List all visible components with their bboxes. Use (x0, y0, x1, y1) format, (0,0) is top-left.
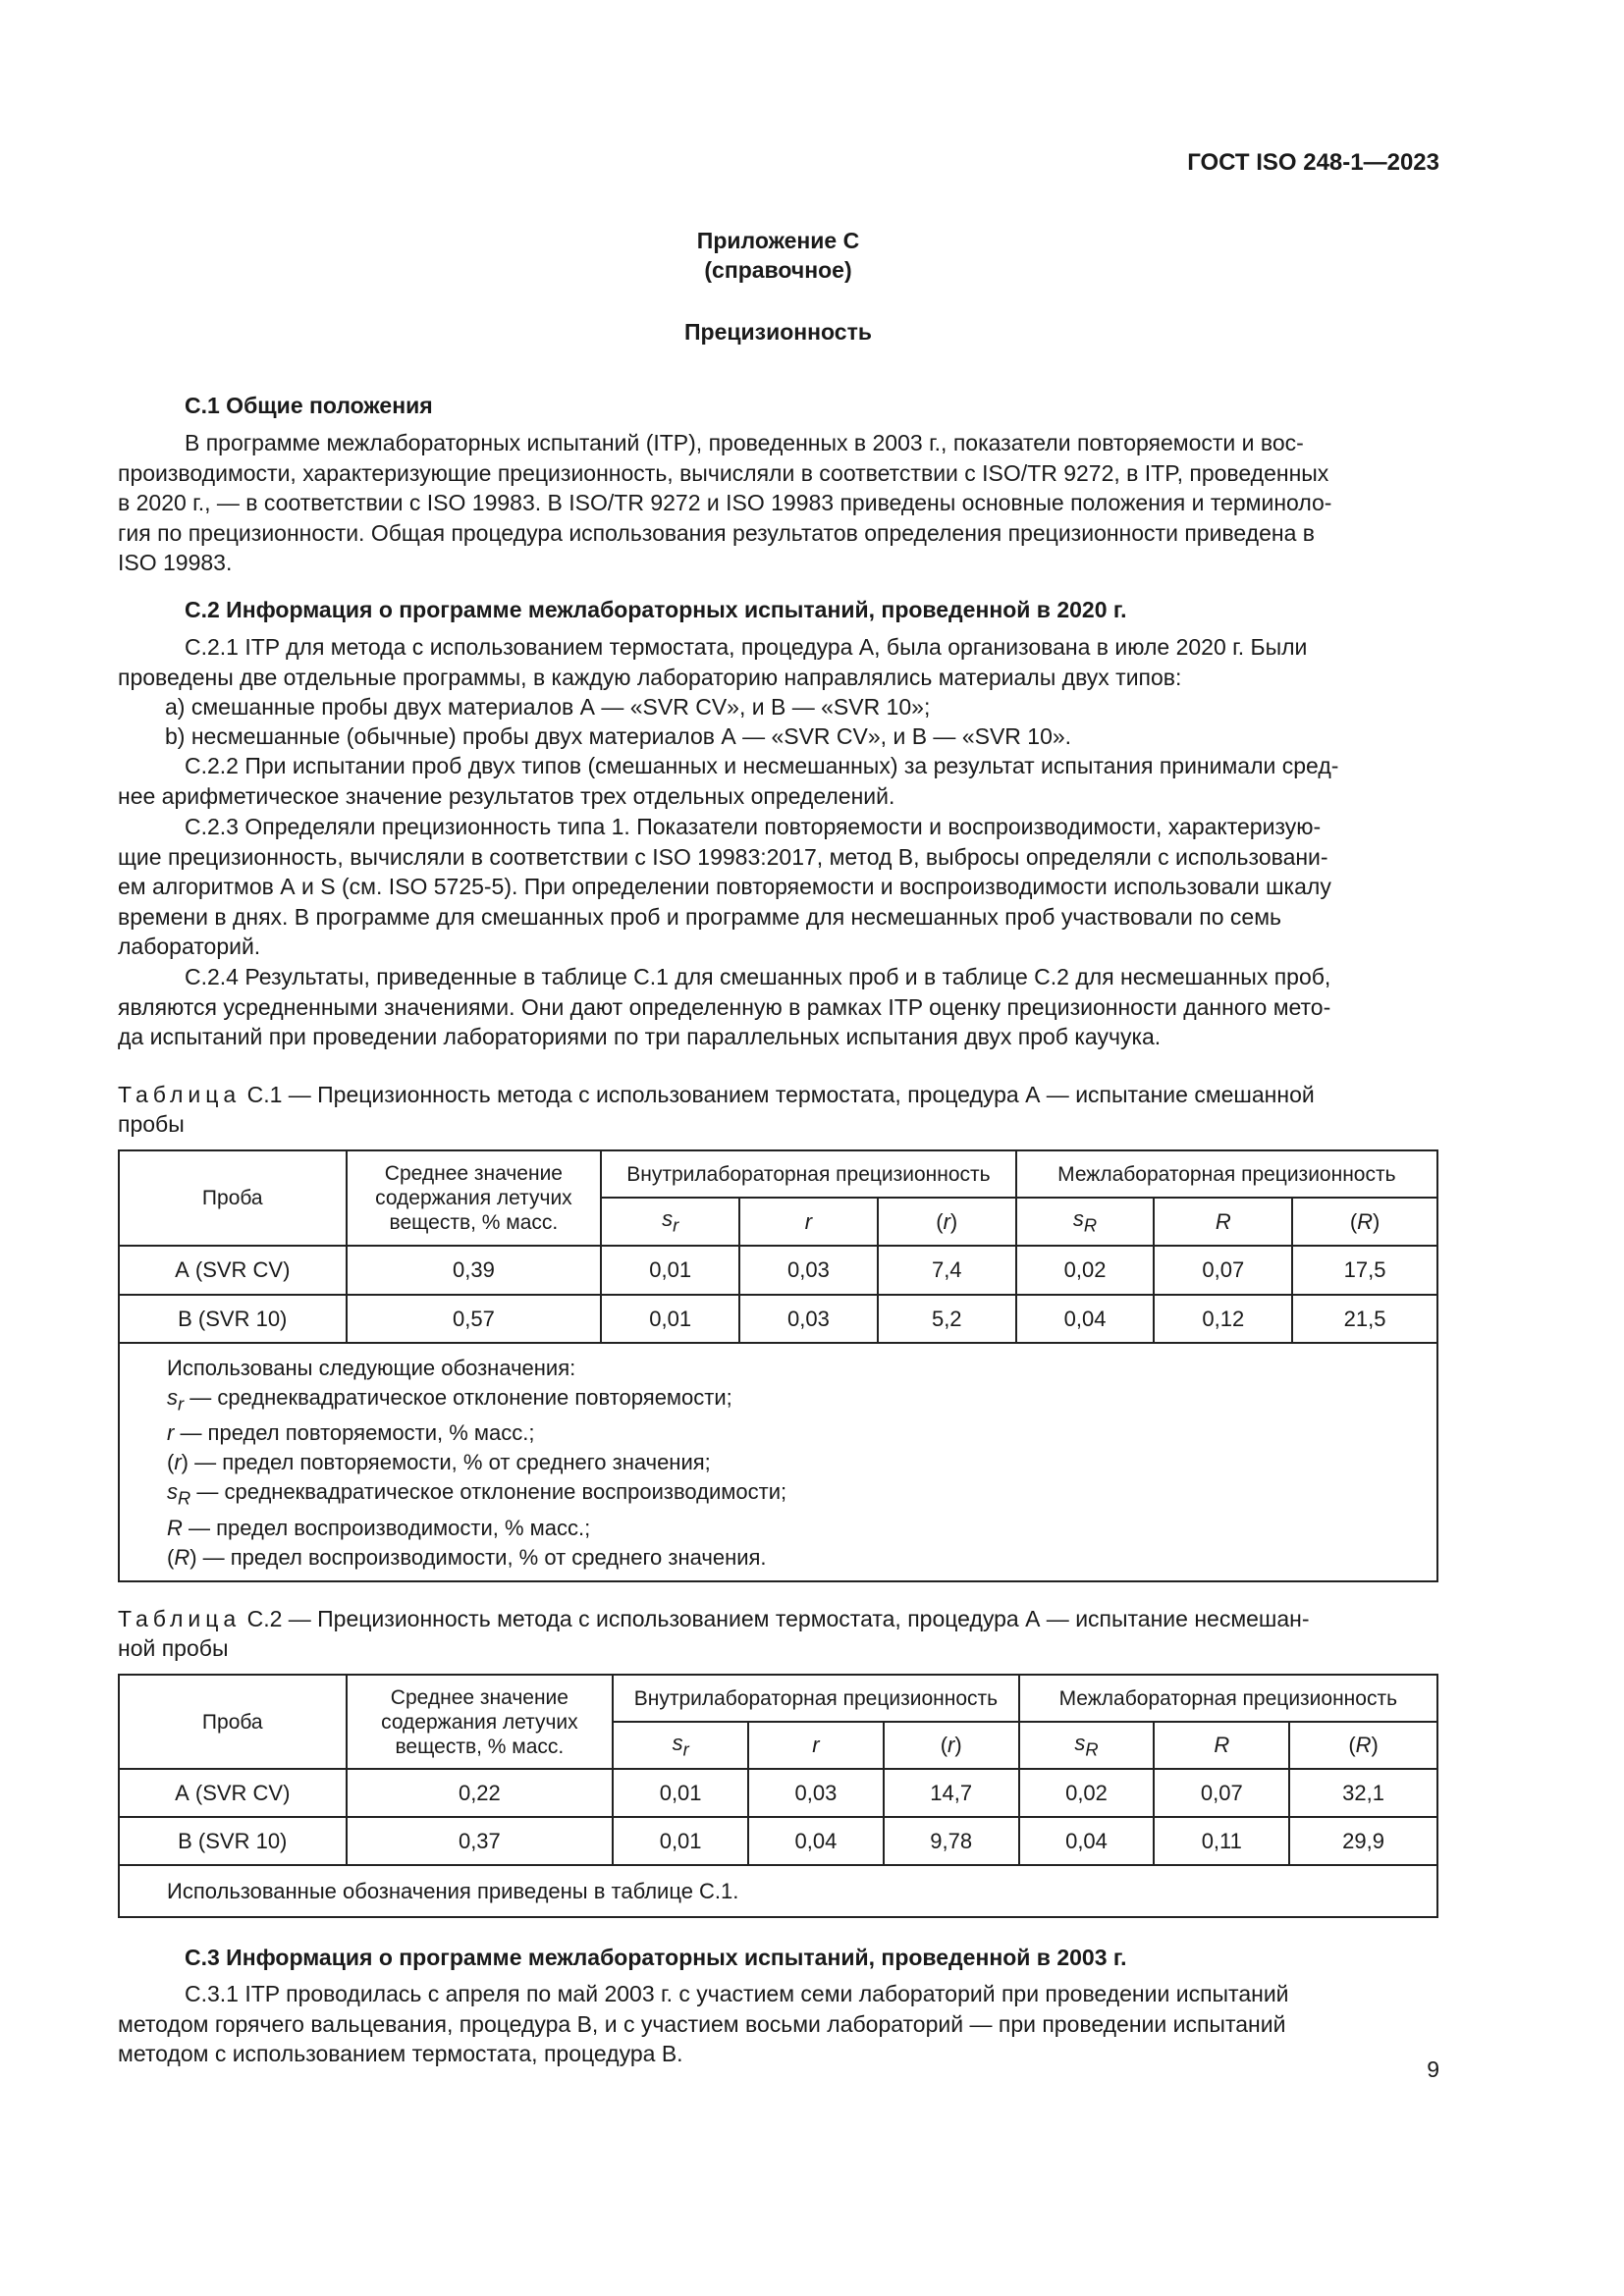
table1-caption: Таблица С.1 — Прецизионность метода с использованием термостата, процедура А — испытание смешанной пробы (118, 1082, 1315, 1137)
table-row (119, 1817, 1437, 1865)
table2-cell-Rp: 32,1 (1289, 1769, 1437, 1817)
section-c1-heading: С.1 Общие положения (185, 393, 433, 418)
table2-cell-R: 0,11 (1154, 1817, 1289, 1865)
table1-header-r-percent: (r) (878, 1198, 1016, 1246)
section-c2-1-paragraph: С.2.1 ITP для метода с использованием термостата, процедура А, была организована в июле 2020 г. Были проведены две отдельные программы, в каждую лабораторию направлялись материалы двух типов: (118, 634, 1308, 690)
table2 (118, 1674, 1438, 1918)
section-c1-paragraph: В программе межлабораторных испытаний (ITP), проведенных в 2003 г., показатели повторяемости и вос- производимости, характеризующие прецизионность, вычисляли в соответствии с ISO/TR 9272, в ITP, проведенных в 2020 г., — в соответствии с ISO 19983. В ISO/TR 9272 и ISO 19983 приведены основные положения и терминоло- гия по прецизионности. Общая процедура использования результатов определения прецизионности приведена в ISO 19983. (118, 430, 1332, 575)
table1-cell-sr: 0,01 (601, 1246, 739, 1295)
table1-cell-R: 0,12 (1154, 1295, 1292, 1343)
table1-cell-Rp: 21,5 (1292, 1295, 1437, 1343)
table2-header-r: r (748, 1722, 884, 1769)
appendix-heading: Прецизионность (684, 319, 872, 345)
table2-header-R: R (1154, 1722, 1289, 1769)
table1-header-within: Внутрилабораторная прецизионность (601, 1150, 1015, 1198)
table1-cell-rp: 5,2 (878, 1295, 1016, 1343)
table2-cell-rp: 9,78 (884, 1817, 1019, 1865)
table1 (118, 1149, 1438, 1582)
table1-cell-sample: А (SVR CV) (119, 1246, 347, 1295)
table2-caption: Таблица С.2 — Прецизионность метода с использованием термостата, процедура А — испытание несмешан- ной пробы (118, 1606, 1310, 1661)
table2-header-between: Межлабораторная прецизионность (1019, 1675, 1437, 1722)
table2-cell-sr: 0,01 (613, 1769, 748, 1817)
table1-header-r: r (739, 1198, 878, 1246)
table1-notes: Использованы следующие обозначения: $s_r$ — среднеквадратическое отклонение повторяемости; r — предел повторяемости, % масс.; (r) — предел повторяемости, % от среднего значения; $s_R$ — среднеквадратическое отклонение воспроизводимости; R — предел воспроизводимости, % масс.; (R) — предел воспроизводимости, % от среднего значения. (119, 1343, 1437, 1581)
table1-cell-Rp: 17,5 (1292, 1246, 1437, 1295)
table2-header-sR: $s_R$ (1019, 1722, 1155, 1769)
table2-cell-sR: 0,04 (1019, 1817, 1155, 1865)
table2-header-sr: $s_r$ (613, 1722, 748, 1769)
table2-cell-R: 0,07 (1154, 1769, 1289, 1817)
table2-cell-r: 0,03 (748, 1769, 884, 1817)
section-c2-heading: С.2 Информация о программе межлабораторных испытаний, проведенной в 2020 г. (185, 597, 1127, 622)
table1-header-between: Межлабораторная прецизионность (1016, 1150, 1437, 1198)
table2-cell-rp: 14,7 (884, 1769, 1019, 1817)
table1-header-sr: $s_r$ (601, 1198, 739, 1246)
table2-cell-mean: 0,22 (347, 1769, 614, 1817)
table1-cell-sr: 0,01 (601, 1295, 739, 1343)
table1-cell-mean: 0,39 (347, 1246, 602, 1295)
appendix-subtitle: (справочное) (704, 257, 852, 283)
section-c2-2-paragraph: С.2.2 При испытании проб двух типов (смешанных и несмешанных) за результат испытания принимали сред- нее арифметическое значение результатов трех отдельных определений. (118, 753, 1339, 809)
table1-cell-r: 0,03 (739, 1295, 878, 1343)
table2-header-mean: Среднее значение содержания летучих веществ, % масс. (347, 1675, 614, 1769)
table2-header-within: Внутрилабораторная прецизионность (613, 1675, 1018, 1722)
table1-cell-sR: 0,02 (1016, 1246, 1155, 1295)
table-row (119, 1246, 1437, 1295)
table2-note: Использованные обозначения приведены в таблице С.1. (119, 1865, 1437, 1917)
document-code: ГОСТ ISO 248-1—2023 (1187, 149, 1439, 176)
table2-cell-r: 0,04 (748, 1817, 884, 1865)
table1-cell-sR: 0,04 (1016, 1295, 1155, 1343)
table1-header-mean: Среднее значение содержания летучих веществ, % масс. (347, 1150, 602, 1246)
table1-cell-mean: 0,57 (347, 1295, 602, 1343)
section-c2-4-paragraph: С.2.4 Результаты, приведенные в таблице С.1 для смешанных проб и в таблице С.2 для несмешанных проб, являются усредненными значениями. Они дают определенную в рамках ITP оценку прецизионности данного мето- да испытаний при проведении лабораториями по три параллельных испытания двух проб каучука. (118, 964, 1331, 1049)
section-c2-3-paragraph: С.2.3 Определяли прецизионность типа 1. Показатели повторяемости и воспроизводимости, характеризую- щие прецизионность, вычисляли в соответствии с ISO 19983:2017, метод В, выбросы определяли с использовани- ем алгоритмов А и S (см. ISO 5725-5). При определении повторяемости и воспроизводимости использовали шкалу времени в днях. В программе для смешанных проб и программе для несмешанных проб участвовали по семь лабораторий. (118, 814, 1331, 959)
list-item-b: b) несмешанные (обычные) пробы двух материалов А — «SVR CV», и В — «SVR 10». (165, 723, 1072, 749)
table1-header-R: R (1154, 1198, 1292, 1246)
table2-cell-sr: 0,01 (613, 1817, 748, 1865)
table-row (119, 1295, 1437, 1343)
table2-cell-sample: В (SVR 10) (119, 1817, 347, 1865)
appendix-title: Приложение С (696, 228, 860, 253)
table2-header-R-percent: (R) (1289, 1722, 1437, 1769)
table1-header-sample: Проба (119, 1150, 347, 1246)
table1-cell-r: 0,03 (739, 1246, 878, 1295)
table2-cell-sR: 0,02 (1019, 1769, 1155, 1817)
list-item-a: а) смешанные пробы двух материалов А — «SVR CV», и В — «SVR 10»; (165, 694, 931, 720)
table1-cell-sample: В (SVR 10) (119, 1295, 347, 1343)
page-number: 9 (1427, 2056, 1439, 2082)
table1-header-R-percent: (R) (1292, 1198, 1437, 1246)
table2-header-sample: Проба (119, 1675, 347, 1769)
table2-header-r-percent: (r) (884, 1722, 1019, 1769)
section-c3-heading: С.3 Информация о программе межлабораторных испытаний, проведенной в 2003 г. (185, 1945, 1127, 1970)
table-row (119, 1769, 1437, 1817)
table2-cell-Rp: 29,9 (1289, 1817, 1437, 1865)
table1-cell-rp: 7,4 (878, 1246, 1016, 1295)
table2-cell-mean: 0,37 (347, 1817, 614, 1865)
section-c3-1-paragraph: С.3.1 ITP проводилась с апреля по май 2003 г. с участием семи лабораторий при проведении испытаний методом горячего вальцевания, процедура В, и с участием восьми лабораторий — при проведении испытаний методом с использованием термостата, процедура В. (118, 1981, 1289, 2066)
table1-header-sR: $s_R$ (1016, 1198, 1155, 1246)
table1-cell-R: 0,07 (1154, 1246, 1292, 1295)
table2-cell-sample: А (SVR CV) (119, 1769, 347, 1817)
